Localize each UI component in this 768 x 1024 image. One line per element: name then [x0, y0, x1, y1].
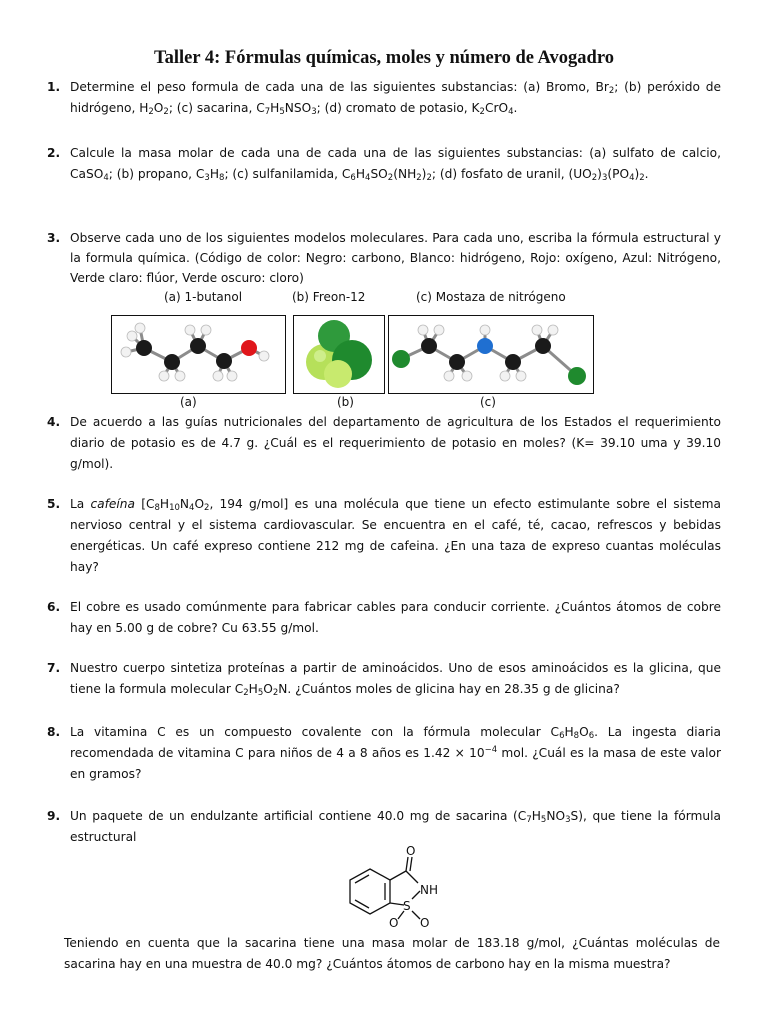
question-number: 8. [47, 725, 61, 739]
question-9 [47, 806, 721, 848]
freon-model-image [293, 315, 385, 394]
saccharin-structure-diagram [340, 843, 450, 928]
atom-o-sulfonyl-left: O [389, 916, 399, 928]
question-4 [47, 412, 721, 475]
atom-s: S [403, 899, 411, 913]
question-text: Un paquete de un endulzante artificial contiene 40.0 mg de sacarina $(C_7H_5NO_3S)$, que tiene la fórmula estructural [70, 809, 722, 844]
question-6 [47, 597, 721, 639]
question-text: La cafeína [$C_8H_{10}N_4O_2$, 194 g/mol] es una molécula que tiene un efecto estimulante sobre el sistema nervioso central y el sistema cardiovascular. Se encuentra en el café, té, cacao, refrescos y bebidas energéticas. Un café expreso contiene 212 mg de cafeina. ¿En una taza de expreso cuantas moléculas hay? [70, 497, 722, 574]
question-number: 9. [47, 809, 61, 823]
question-number: 3. [47, 231, 61, 245]
final-question-text: Teniendo en cuenta que la sacarina tiene una masa molar de 183.18 g/mol, ¿Cuántas moléculas de sacarina hay en una muestra de 40.0 mg? ¿Cuántos átomos de carbono hay en la misma muestra? [64, 936, 720, 971]
question-number: 5. [47, 497, 61, 511]
question-2 [47, 143, 721, 185]
question-number: 6. [47, 600, 61, 614]
question-8 [47, 722, 721, 785]
atom-nh: NH [420, 883, 438, 897]
question-number: 7. [47, 661, 61, 675]
question-5 [47, 494, 721, 578]
nitrogen-mustard-model-image [388, 315, 594, 394]
question-text: Determine el peso formula de cada una de las siguientes substancias: (a) Bromo, $Br_2$; (b) peróxido de hidrógeno, $H_2O_2$; (c) sacarina, $C_7H_5NSO_3$; (d) cromato de potasio, $K_2CrO_4$. [70, 80, 721, 117]
question-number: 2. [47, 146, 61, 160]
question-number: 1. [47, 80, 61, 94]
atom-o-sulfonyl-right: O [420, 916, 430, 928]
figure-label-b: (b) [337, 395, 354, 409]
page-title: Taller 4: Fórmulas químicas, moles y número de Avogadro [154, 48, 614, 68]
butanol-model-image [111, 315, 286, 394]
question-text: Nuestro cuerpo sintetiza proteínas a partir de aminoácidos. Uno de esos aminoácidos es la glicina, que tiene la formula molecular $C_2H_5O_2N$. ¿Cuántos moles de glicina hay en 28.35 g de glicina? [70, 661, 721, 698]
atom-o-carbonyl: O [406, 844, 416, 858]
model-label-c: (c) Mostaza de nitrógeno [416, 290, 566, 304]
question-text: Observe cada uno de los siguientes modelos moleculares. Para cada uno, escriba la fórmula estructural y la formula química. (Código de color: Negro: carbono, Blanco: hidrógeno, Rojo: oxígeno, Azul: Nitrógeno, Verde claro: flúor, Verde oscuro: cloro) [70, 231, 721, 285]
question-text: El cobre es usado comúnmente para fabricar cables para conducir corriente. ¿Cuántos átomos de cobre hay en 5.00 g de cobre? Cu 63.55 g/mol. [70, 600, 721, 635]
question-number: 4. [47, 415, 61, 429]
question-text: Calcule la masa molar de cada una de cada una de las siguientes substancias: (a) sulfato de calcio, CaSO$_4$; (b) propano, $C_3H_8$; (c) sulfanilamida, $C_6H_4SO_2(NH_2)_2$; (d) fosfato de uranil, $(UO_2)_3(PO_4)_2$. [70, 146, 721, 183]
figure-label-a: (a) [180, 395, 197, 409]
model-label-a: (a) 1-butanol [164, 290, 243, 304]
question-text: De acuerdo a las guías nutricionales del departamento de agricultura de los Estados el requerimiento diario de potasio es de 4.7 g. ¿Cuál es el requerimiento de potasio en moles? (K= 39.10 uma y 39.10 g/mol). [70, 415, 721, 471]
model-label-b: (b) Freon-12 [292, 290, 366, 304]
question-1 [47, 77, 721, 119]
figure-label-c: (c) [480, 395, 496, 409]
question-7 [47, 658, 721, 700]
question-text: La vitamina C es un compuesto covalente con la fórmula molecular $C_6H_8O_6$. La ingesta diaria recomendada de vitamina C para niños de 4 a 8 años es $1.42 \times 10^{-4}$ mol. ¿Cuál es la masa de este valor en gramos? [70, 725, 722, 781]
question-3 [47, 228, 721, 288]
